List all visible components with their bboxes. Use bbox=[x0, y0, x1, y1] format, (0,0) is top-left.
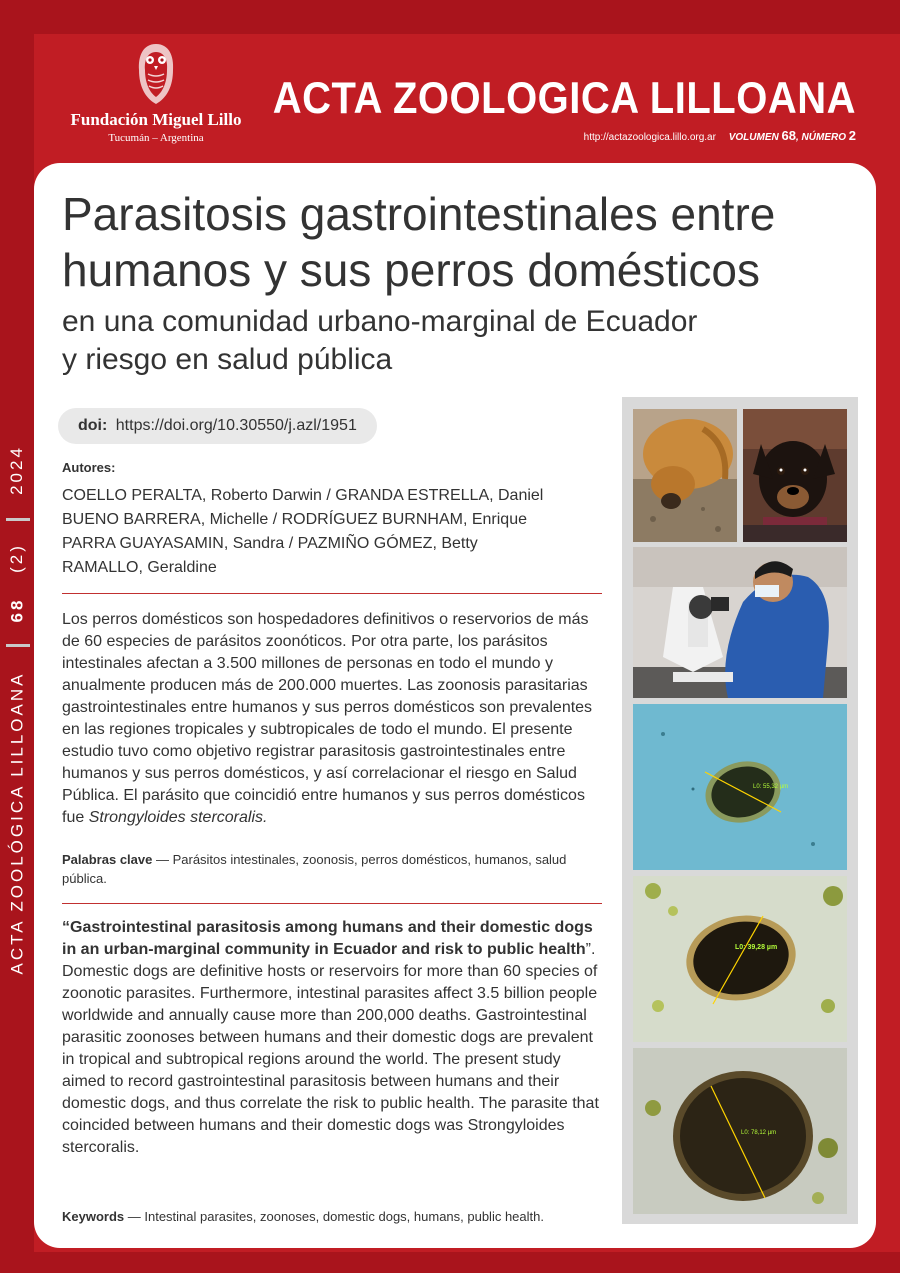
microscopy-photo-3 bbox=[633, 1048, 847, 1214]
spine-issue bbox=[0, 536, 34, 580]
abstract-es bbox=[62, 609, 607, 829]
volume-info bbox=[728, 128, 856, 143]
abstract-en-title: “Gastrointestinal parasitosis among humans and their domestic dogs in an urban-marginal community in Ecuador and risk to public health bbox=[62, 919, 593, 958]
authors-label: Autores: bbox=[62, 460, 116, 475]
volume-label: VOLUMEN bbox=[728, 132, 779, 143]
microscopy-photo-2 bbox=[633, 876, 847, 1042]
author-line: COELLO PERALTA, Roberto Darwin / GRANDA ESTRELLA, Daniel bbox=[62, 487, 544, 504]
foundation-location: Tucumán – Argentina bbox=[108, 132, 204, 144]
keywords-en-label: Keywords bbox=[62, 1209, 125, 1224]
doi-pill[interactable] bbox=[58, 408, 377, 444]
keywords-es bbox=[62, 850, 607, 888]
dog-photo-2 bbox=[743, 409, 847, 542]
spine-separator bbox=[6, 644, 30, 647]
divider bbox=[62, 903, 602, 904]
owl-icon bbox=[135, 42, 177, 106]
lab-photo bbox=[633, 547, 847, 698]
keywords-es-text: — Parásitos intestinales, zoonosis, perros domésticos, humanos, salud pública. bbox=[62, 852, 567, 886]
spine-journal bbox=[0, 668, 34, 978]
abstract-es-species: Strongyloides stercoralis. bbox=[88, 809, 268, 826]
measurement-label: L0: 39,28 µm bbox=[735, 944, 778, 951]
number-label: , NÚMERO bbox=[795, 132, 846, 143]
keywords-en bbox=[62, 1207, 622, 1226]
spine bbox=[0, 0, 34, 1273]
photo-column bbox=[622, 397, 858, 1224]
spine-volume bbox=[0, 582, 34, 638]
authors-list bbox=[62, 484, 582, 580]
keywords-en-text: — Intestinal parasites, zoonoses, domestic dogs, humans, public health. bbox=[124, 1209, 544, 1224]
journal-meta bbox=[584, 128, 856, 143]
subtitle-line: en una comunidad urbano-marginal de Ecuador bbox=[62, 305, 698, 338]
spine-separator bbox=[6, 518, 30, 521]
title-line: humanos y sus perros domésticos bbox=[62, 244, 760, 296]
abstract-es-text: Los perros domésticos son hospedadores definitivos o reservorios de más de 60 especies de parásitos zoonóticos. Por otra parte, los parásitos intestinales afectan a 3.500 millones de personas en todo el mundo y anualmente producen más de 200.000 muertes. Las zoonosis parasitarias gastrointestinales entre humanos y sus perros domésticos son prevalentes en las regiones tropicales y subtropicales de todo el mundo. El presente estudio tuvo como objetivo registrar parasitosis gastrointestinales entre humanos y sus perros domésticos, y así correlacionar el riesgo en Salud Pública. El parásito que coincidió entre humanos y sus perros domésticos fue bbox=[62, 611, 593, 826]
journal-title: ACTA ZOOLOGICA LILLOANA bbox=[272, 74, 856, 124]
abstract-en bbox=[62, 917, 607, 1159]
microscopy-photo-1 bbox=[633, 704, 847, 870]
author-line: PARRA GUAYASAMIN, Sandra / PAZMIÑO GÓMEZ, Betty bbox=[62, 535, 478, 552]
foundation-name: Fundación Miguel Lillo bbox=[70, 110, 242, 129]
article-subtitle bbox=[62, 303, 822, 379]
spine-issue-text: (2) bbox=[7, 543, 26, 573]
spine-year-text: 2024 bbox=[7, 445, 27, 495]
divider bbox=[62, 593, 602, 594]
article-title bbox=[62, 186, 852, 298]
doi-link[interactable]: https://doi.org/10.30550/j.azl/1951 bbox=[115, 417, 357, 434]
title-line: Parasitosis gastrointestinales entre bbox=[62, 188, 776, 240]
keywords-es-label: Palabras clave bbox=[62, 852, 153, 867]
top-border bbox=[0, 0, 900, 36]
spine-volume-text: 68 bbox=[6, 597, 26, 623]
volume-number: 68 bbox=[781, 128, 796, 143]
author-line: BUENO BARRERA, Michelle / RODRÍGUEZ BURNHAM, Enrique bbox=[62, 511, 527, 528]
dog-photo-1 bbox=[633, 409, 737, 542]
measurement-label: L0: 78,12 µm bbox=[741, 1130, 777, 1136]
journal-url[interactable]: http://actazoologica.lillo.org.ar bbox=[583, 132, 716, 143]
foundation-logo bbox=[56, 42, 256, 150]
spine-year bbox=[0, 430, 34, 510]
number-value: 2 bbox=[848, 128, 856, 143]
measurement-label: L0: 55,32 µm bbox=[753, 784, 789, 790]
doi-label: doi: bbox=[78, 417, 108, 434]
author-line: RAMALLO, Geraldine bbox=[62, 559, 217, 576]
subtitle-line: y riesgo en salud pública bbox=[62, 343, 393, 376]
spine-journal-text: ACTA ZOOLÓGICA LILLOANA bbox=[7, 671, 27, 975]
abstract-en-text: ”. Domestic dogs are definitive hosts or reservoirs for more than 60 species of zoonotic parasites. Furthermore, intestinal parasites affect 3.5 billion people worldwide and annually cause more than 200,000 deaths. Gastrointestinal parasitic zoonoses between humans and their domestic dogs are prevalent in tropical and subtropical regions around the world. The present study aimed to record gastrointestinal parasitosis between humans and their domestic dogs, and thus correlate the risk to public health. The parasite that coincided between humans and their domestic dogs was Strongyloides stercoralis. bbox=[62, 941, 599, 1156]
